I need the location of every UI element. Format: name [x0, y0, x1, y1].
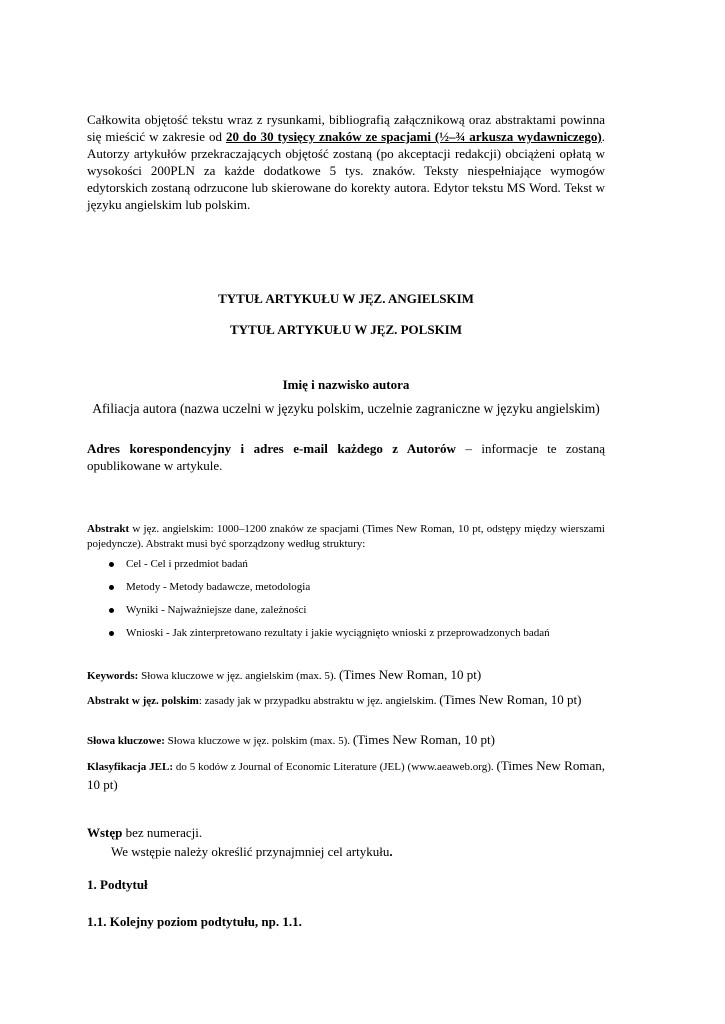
jel-text: do 5 kodów z Journal of Economic Literature (JEL) (www.aeaweb.org). — [172, 761, 497, 773]
bullet-icon — [109, 631, 114, 636]
bullet-icon — [109, 562, 114, 567]
keywords-pl-text: Słowa kluczowe w jęz. polskim (max. 5). — [164, 735, 353, 747]
jel-label: Klasyfikacja JEL: — [87, 761, 173, 773]
address-label: Adres korespondencyjny i adres e-mail każdego z Autorów — [87, 441, 456, 456]
author-affiliation: Afiliacja autora (nazwa uczelni w języku polskim, uczelnie zagraniczne w języku angielskim) — [92, 401, 600, 416]
author-name: Imię i nazwisko autora — [282, 377, 410, 392]
intro-text-2: . Autorzy artykułów przekraczających objętość zostaną (po akceptacji redakcji) obciążeni opłatą w wysokości 200PLN za każde dodatkowe 5 tys. znaków. Teksty niespełniające wymogów edytorskich zostaną odrzucone lub skierowane do korekty autora. Edytor tekstu MS Word. Tekst w języku angielskim lub polskim. — [87, 129, 605, 212]
heading-level-2: 1.1. Kolejny poziom podtytułu, np. 1.1. — [87, 914, 302, 929]
abstract-pl-text: : zasady jak w przypadku abstraktu w jęz. angielskim. — [198, 695, 440, 707]
intro-paragraph — [87, 111, 605, 213]
jel-line — [87, 757, 605, 795]
document-page: Całkowita objętość tekstu wraz z rysunkami, bibliografią załącznikową oraz abstraktami powinna się mieścić w zakresie od 20 do 30 tysięcy znaków ze spacjami (½–¾ arkusza wydawniczego). Autorzy artykułów przekraczających objętość zostaną (po akceptacji redakcji) obciążeni opłatą w wysokości 200PLN za każde dodatkowe 5 tys. znaków. Teksty niespełniające wymogów edytorskich zostaną odrzucone lub skierowane do korekty autora. Edytor tekstu MS Word. Tekst w języku angielskim lub polskim. TYTUŁ ARTYKUŁU W JĘZ. ANGIELSKIM TYTUŁ ARTYKUŁU W JĘZ. POLSKIM Imię i nazwisko autora Afiliacja autora (nazwa uczelni w języku polskim, uczelnie zagraniczne w języku angielskim) Adres korespondencyjny i adres e-mail każdego z Autorów – informacje te zostaną opublikowane w artykule. Abstrakt w jęz. angielskim: 1000–1200 znaków ze spacjami (Times New Roman, 10 pt, odstępy między wierszami pojedyncze). Abstrakt musi być sporządzony według struktury: Cel - Cel i przedmiot badań Metody - Metody badawcze, metodologia Wyniki - Najważniejsze dane, zależności Wnioski - Jak zinterpretowano rezultaty i jakie wyciągnięto wnioski z przeprowadzonych badań Keywords: Słowa kluczowe w jęz. angielskim (max. 5). (Times New Roman, 10 pt) Abstrakt w jęz. polskim: zasady jak w przypadku abstraktu w jęz. angielskim. (Times New Roman, 10 pt) Słowa kluczowe: Słowa kluczowe w jęz. polskim (max. 5). (Times New Roman, 10 pt) Klasyfikacja JEL: do 5 kodów z Journal of Economic Literature (JEL) (www.aeaweb.org). (Times New Roman, 10 pt) Wstęp bez numeracji. We wstępie należy określić przynajmniej cel artykułu. 1. Podtytuł 1.1. Kolejny poziom podtytułu, np. 1.1. — [0, 0, 725, 1024]
bullet-icon — [109, 585, 114, 590]
intro-section-heading — [87, 824, 605, 841]
keywords-pl-label: Słowa kluczowe: — [87, 735, 165, 747]
correspondence-address — [87, 440, 605, 474]
intro-emphasis: 20 do 30 tysięcy znaków ze spacjami (½–¾ arkusza wydawniczego) — [225, 129, 602, 144]
abstract-pl-font: (Times New Roman, 10 pt) — [439, 692, 582, 707]
intro-text-1: Całkowita objętość tekstu wraz z rysunkami, bibliografią załącznikową oraz abstraktami powinna się mieścić w zakresie od — [87, 112, 605, 144]
heading-level-1: 1. Podtytuł — [87, 877, 148, 892]
jel-font: (Times New Roman, 10 pt) — [87, 758, 605, 792]
intro-section-label: Wstęp — [87, 825, 123, 840]
keywords-text: Słowa kluczowe w jęz. angielskim (max. 5). — [138, 670, 340, 682]
address-text: – informacje te zostaną opublikowane w artykule. — [87, 441, 605, 473]
intro-section-text: We wstępie należy określić przynajmniej cel artykułu. — [111, 844, 393, 859]
keywords-pl-line — [87, 732, 605, 749]
abstract-label: Abstrakt — [87, 523, 130, 535]
abstract-paragraph — [87, 522, 605, 552]
keywords-font: (Times New Roman, 10 pt) — [339, 667, 482, 682]
title-english: TYTUŁ ARTYKUŁU W JĘZ. ANGIELSKIM — [218, 291, 474, 306]
keywords-pl-font: (Times New Roman, 10 pt) — [352, 732, 495, 747]
keywords-label: Keywords: — [87, 670, 139, 682]
abstract-pl-label: Abstrakt w jęz. polskim — [87, 695, 199, 707]
abstract-text: w jęz. angielskim: 1000–1200 znaków ze spacjami (Times New Roman, 10 pt, odstępy między wierszami pojedyncze). Abstrakt musi być sporządzony według struktury: — [87, 523, 605, 550]
title-polish: TYTUŁ ARTYKUŁU W JĘZ. POLSKIM — [229, 322, 463, 337]
abstract-pl-line — [87, 692, 605, 709]
keywords-line — [87, 667, 605, 684]
intro-section-rest: bez numeracji. — [122, 825, 203, 840]
bullet-icon — [109, 608, 114, 613]
